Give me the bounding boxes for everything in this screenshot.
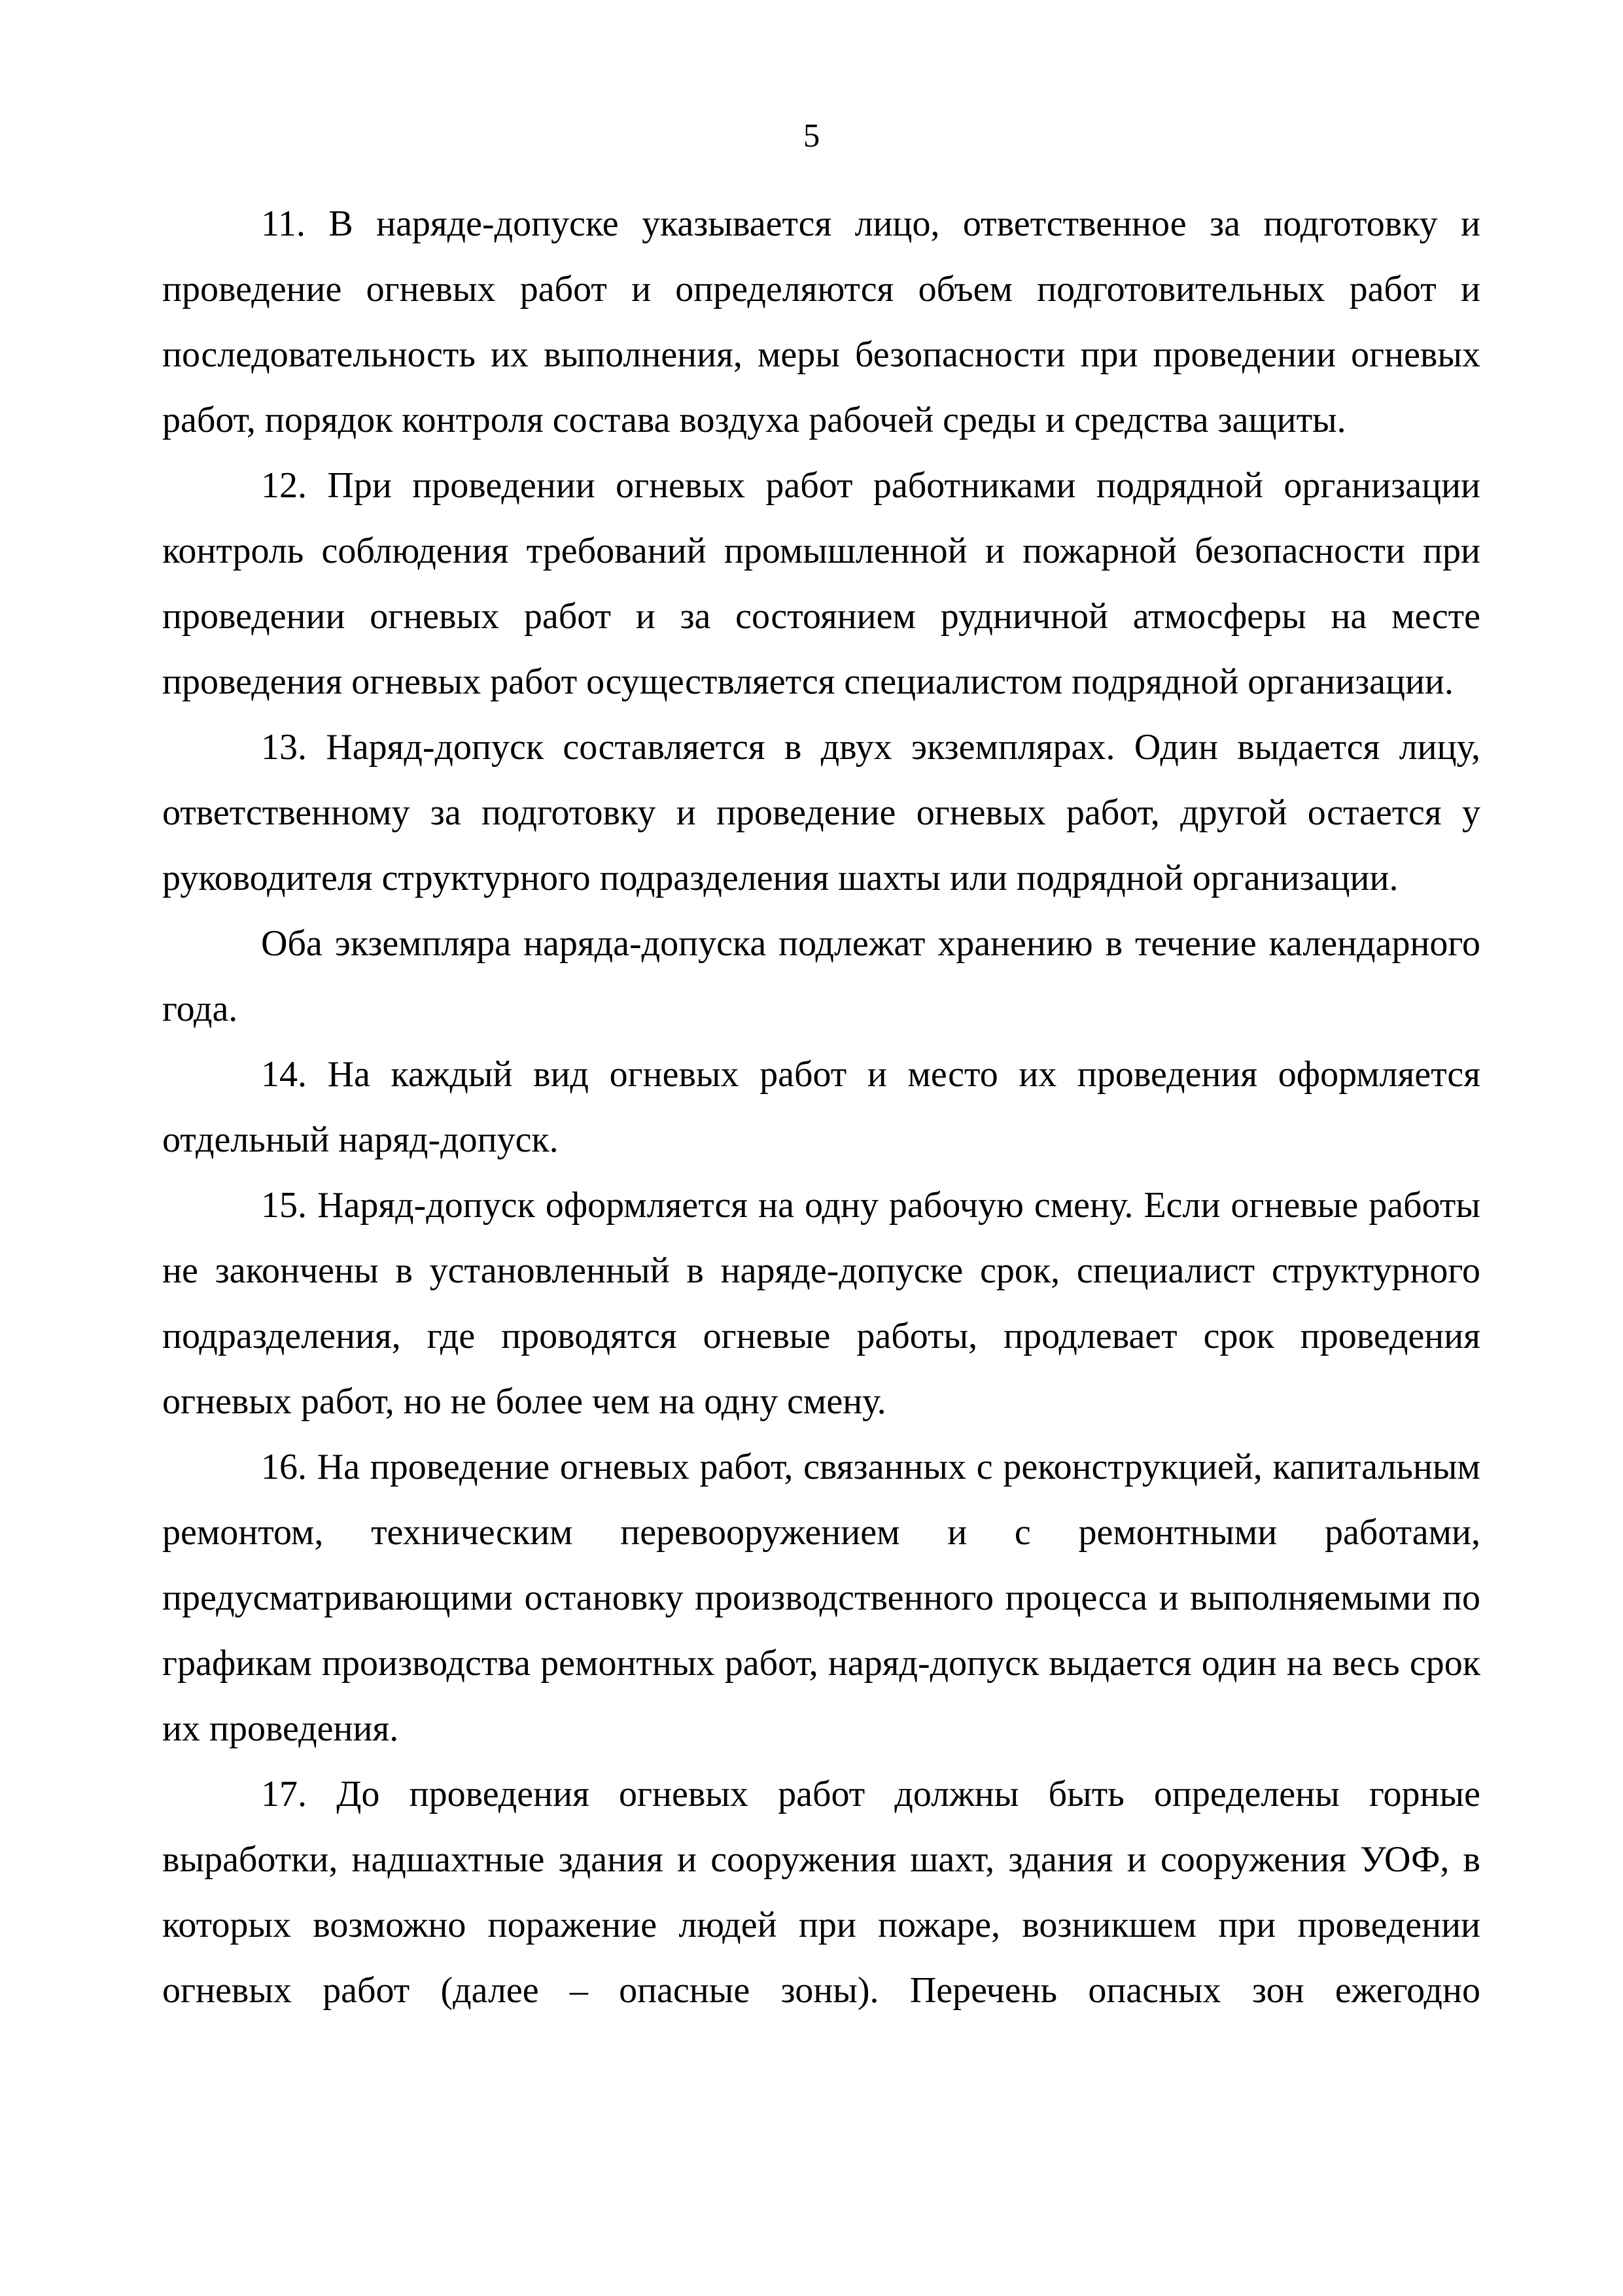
paragraph-13-continuation: Оба экземпляра наряда-допуска подлежат хранению в течение календарного года. [162,923,1480,1029]
paragraph-14: 14. На каждый вид огневых работ и место их проведения оформляется отдельный наряд-допуск. [162,1054,1480,1160]
paragraph-15: 15. Наряд-допуск оформляется на одну рабочую смену. Если огневые работы не закончены в установленный в наряде-допуске срок, специалист структурного подразделения, где проводятся огневые работы, продлевает срок проведения огневых работ, но не более чем на одну смену. [162,1185,1480,1422]
paragraph-13: 13. Наряд-допуск составляется в двух экземплярах. Один выдается лицу, ответственному за подготовку и проведение огневых работ, другой остается у руководителя структурного подразделения шахты или подрядной организации. [162,727,1480,898]
paragraph-16: 16. На проведение огневых работ, связанных с реконструкцией, капитальным ремонтом, техническим перевооружением и с ремонтными работами, предусматривающими остановку производственного процесса и выполняемыми по графикам производства ремонтных работ, наряд-допуск выдается один на весь срок их проведения. [162,1447,1480,1749]
paragraph-11: 11. В наряде-допуске указывается лицо, ответственное за подготовку и проведение огневых работ и определяются объем подготовительных работ и последовательность их выполнения, меры безопасности при проведении огневых работ, порядок контроля состава воздуха рабочей среды и средства защиты. [162,203,1480,440]
paragraph-12: 12. При проведении огневых работ работниками подрядной организации контроль соблюдения требований промышленной и пожарной безопасности при проведении огневых работ и за состоянием рудничной атмосферы на месте проведения огневых работ осуществляется специалистом подрядной организации. [162,465,1480,702]
paragraph-17: 17. До проведения огневых работ должны быть определены горные выработки, надшахтные здания и сооружения шахт, здания и сооружения УОФ, в которых возможно поражение людей при пожаре, возникшем при проведении огневых работ (далее – опасные зоны). Перечень опасных зон ежегодно [162,1774,1480,2011]
document-body [162,191,1480,2023]
page-number: 5 [803,118,820,154]
